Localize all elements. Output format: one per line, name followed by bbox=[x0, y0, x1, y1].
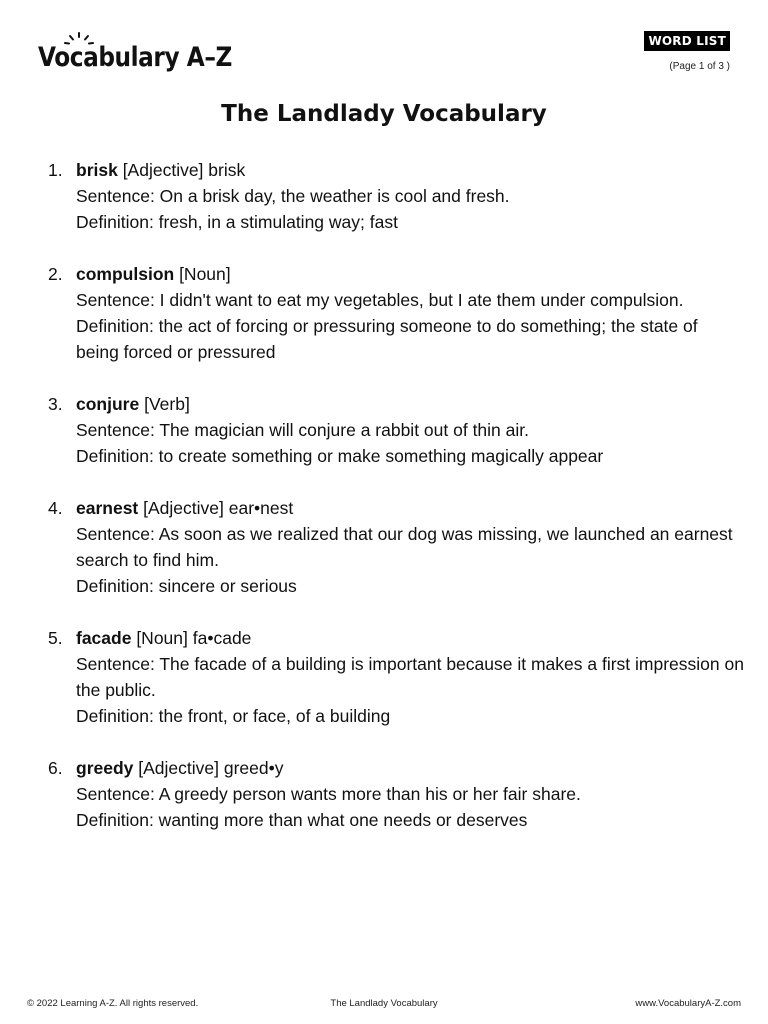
vocabulary-entry bbox=[44, 261, 744, 365]
entry-sentence: Sentence: A greedy person wants more than his or her fair share. bbox=[76, 784, 581, 804]
entry-definition: Definition: wanting more than what one needs or deserves bbox=[76, 810, 528, 830]
entry-definition: Definition: the act of forcing or pressuring someone to do something; the state of being forced or pressured bbox=[76, 316, 698, 362]
entry-word: facade bbox=[76, 628, 132, 648]
entry-word: conjure bbox=[76, 394, 140, 414]
entry-word: greedy bbox=[76, 758, 134, 778]
vocabulary-entry bbox=[44, 391, 744, 469]
entry-number: 5. bbox=[48, 628, 63, 648]
entry-number: 2. bbox=[48, 264, 63, 284]
entry-definition: Definition: fresh, in a stimulating way; fast bbox=[76, 212, 398, 232]
vocabulary-entry bbox=[44, 495, 744, 599]
entry-definition: Definition: the front, or face, of a building bbox=[76, 706, 391, 726]
entry-sentence: Sentence: I didn't want to eat my vegetables, but I ate them under compulsion. bbox=[76, 290, 684, 310]
entry-part-of-speech: [Noun] bbox=[174, 264, 231, 284]
entry-number: 3. bbox=[48, 394, 63, 414]
entry-word: brisk bbox=[76, 160, 118, 180]
footer-document-title: The Landlady Vocabulary bbox=[330, 998, 438, 1009]
entry-part-of-speech: [Verb] bbox=[139, 394, 190, 414]
vocabulary-entry bbox=[44, 755, 744, 833]
footer-copyright: © 2022 Learning A-Z. All rights reserved. bbox=[27, 998, 199, 1009]
vocabulary-list bbox=[44, 157, 744, 859]
logo-text: Vocabulary A–Z bbox=[38, 42, 232, 73]
entry-number: 1. bbox=[48, 160, 63, 180]
vocabulary-entry bbox=[44, 625, 744, 729]
entry-sentence: Sentence: As soon as we realized that our dog was missing, we launched an earnest search to find him. bbox=[76, 524, 733, 570]
entry-number: 4. bbox=[48, 498, 63, 518]
entry-part-of-speech: [Noun] fa•cade bbox=[131, 628, 252, 648]
vocabulary-az-logo bbox=[38, 32, 238, 82]
footer-website-link[interactable]: www.VocabularyA-Z.com bbox=[635, 998, 741, 1009]
entry-word: compulsion bbox=[76, 264, 175, 284]
page-indicator: (Page 1 of 3 ) bbox=[669, 61, 730, 72]
entry-number: 6. bbox=[48, 758, 63, 778]
entry-word: earnest bbox=[76, 498, 139, 518]
entry-part-of-speech: [Adjective] greed•y bbox=[133, 758, 284, 778]
entry-definition: Definition: sincere or serious bbox=[76, 576, 297, 596]
entry-definition: Definition: to create something or make something magically appear bbox=[76, 446, 604, 466]
vocabulary-entry bbox=[44, 157, 744, 235]
entry-sentence: Sentence: The facade of a building is important because it makes a first impression on the public. bbox=[76, 654, 744, 700]
entry-sentence: Sentence: The magician will conjure a rabbit out of thin air. bbox=[76, 420, 529, 440]
word-list-badge: WORD LIST bbox=[644, 31, 730, 51]
page-title: The Landlady Vocabulary bbox=[221, 101, 547, 127]
entry-part-of-speech: [Adjective] ear•nest bbox=[138, 498, 294, 518]
entry-part-of-speech: [Adjective] brisk bbox=[117, 160, 246, 180]
entry-sentence: Sentence: On a brisk day, the weather is cool and fresh. bbox=[76, 186, 510, 206]
